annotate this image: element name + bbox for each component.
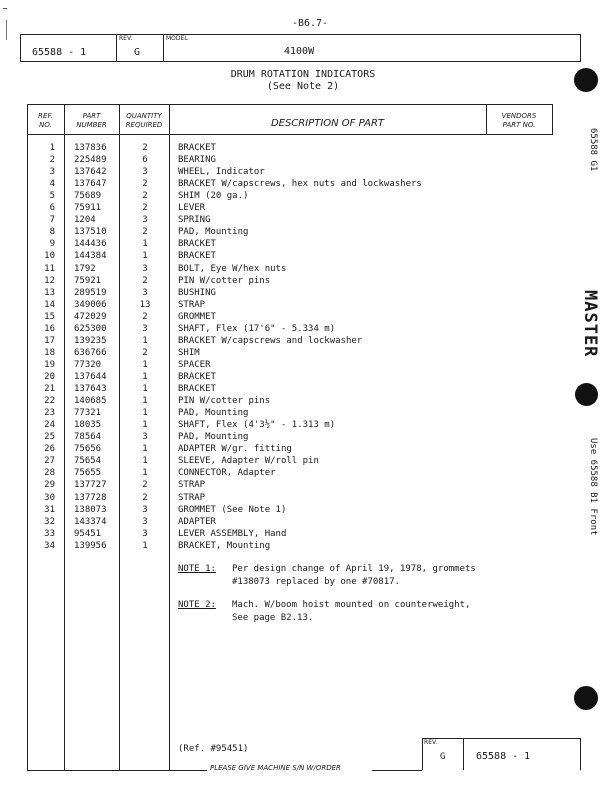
- quantity: 3: [142, 516, 148, 527]
- quantity: 2: [142, 480, 148, 491]
- ref-number: 1: [49, 143, 55, 153]
- header-model-label: MODEL: [166, 35, 188, 42]
- quantity: 3: [142, 167, 148, 178]
- description: SHIM (20 ga.): [178, 191, 249, 202]
- ref-number: 33: [44, 528, 55, 539]
- margin-code: 65588 G1: [588, 128, 598, 172]
- quantity: 1: [142, 384, 148, 394]
- col-vendor-header: VENDORS PART NO.: [501, 112, 537, 129]
- quantity: 3: [142, 528, 148, 539]
- ref-number: 19: [44, 359, 55, 370]
- description: PIN W/cotter pins: [178, 396, 271, 407]
- quantity: 2: [142, 191, 148, 202]
- part-number: 95451: [74, 528, 102, 539]
- part-number: 349006: [74, 299, 107, 310]
- ref-number: 12: [44, 275, 55, 286]
- description: GROMMET: [178, 311, 216, 322]
- ref-number: 32: [44, 516, 55, 527]
- ref-number: 20: [44, 372, 55, 382]
- ref-number: 15: [44, 311, 55, 322]
- part-number: 289519: [74, 287, 107, 298]
- note-1-label: NOTE 1:: [178, 564, 216, 574]
- part-number: 144384: [74, 251, 107, 262]
- description: ADAPTER: [178, 516, 216, 527]
- ref-number: 7: [49, 215, 55, 226]
- part-number: 18035: [74, 420, 102, 431]
- part-number: 137647: [74, 179, 107, 190]
- section-subtitle: (See Note 2): [266, 81, 340, 92]
- part-number: 137836: [74, 143, 107, 153]
- footer-rule-right: [372, 770, 422, 771]
- edge-mark: [3, 8, 7, 9]
- description: SLEEVE, Adapter W/roll pin: [178, 456, 319, 467]
- ref-number: 22: [44, 396, 55, 407]
- ref-number: 9: [49, 239, 55, 250]
- part-number: 137510: [74, 227, 107, 238]
- header-doc-number: 65588 - 1: [32, 47, 87, 58]
- section-title: DRUM ROTATION INDICATORS: [230, 69, 376, 80]
- ref-number: 10: [44, 251, 55, 262]
- punch-hole-middle: [575, 383, 598, 406]
- footer-doc-number: 65588 - 1: [476, 751, 531, 762]
- description: BRACKET W/capscrews and lockwasher: [178, 335, 363, 346]
- part-number: 77321: [74, 408, 102, 419]
- part-number: 75921: [74, 275, 102, 286]
- quantity: 1: [142, 359, 148, 370]
- col-part-header: PART NUMBER: [76, 112, 107, 129]
- part-number: 138073: [74, 504, 107, 515]
- description: WHEEL, Indicator: [178, 167, 265, 178]
- page-number: -B6.7-: [291, 18, 329, 29]
- part-number: 75654: [74, 456, 102, 467]
- description: LEVER: [178, 203, 206, 214]
- ref-number: 2: [49, 155, 55, 166]
- note-2-line2: See page B2.13.: [232, 613, 314, 623]
- ref-number: 24: [44, 420, 55, 431]
- description: PAD, Mounting: [178, 227, 249, 238]
- margin-master: MASTER: [580, 290, 600, 358]
- description: CONNECTOR, Adapter: [178, 468, 276, 479]
- punch-hole-bottom: [574, 686, 598, 710]
- part-number: 75689: [74, 191, 102, 202]
- note-2-label: NOTE 2:: [178, 600, 216, 610]
- quantity: 3: [142, 215, 148, 226]
- part-number: 636766: [74, 347, 107, 358]
- quantity: 3: [142, 432, 148, 443]
- footer-rule-left: [171, 770, 207, 771]
- description: SHIM: [178, 347, 200, 358]
- quantity: 2: [142, 227, 148, 238]
- description: STRAP: [178, 299, 206, 310]
- description: BRACKET: [178, 384, 216, 394]
- quantity: 3: [142, 287, 148, 298]
- part-number: 472029: [74, 311, 107, 322]
- quantity: 3: [142, 323, 148, 334]
- part-number: 75655: [74, 468, 102, 479]
- ref-number: 29: [44, 480, 55, 491]
- part-number: 137728: [74, 492, 107, 503]
- ref-number: 27: [44, 456, 55, 467]
- part-number: 77320: [74, 359, 102, 370]
- description: BRACKET: [178, 239, 216, 250]
- description: BEARING: [178, 155, 216, 166]
- footer-rev-label: REV.: [424, 739, 438, 746]
- footer-instruction: PLEASE GIVE MACHINE S/N W/ORDER: [210, 764, 341, 772]
- part-number: 137642: [74, 167, 107, 178]
- quantity: 1: [142, 408, 148, 419]
- ref-number: 13: [44, 287, 55, 298]
- ref-number: 34: [44, 540, 55, 551]
- ref-number: 25: [44, 432, 55, 443]
- quantity: 2: [142, 492, 148, 503]
- part-number: 225489: [74, 155, 107, 166]
- ref-number: 23: [44, 408, 55, 419]
- footer-rev: G: [440, 752, 446, 762]
- part-number: 1204: [74, 215, 96, 226]
- quantity: 1: [142, 456, 148, 467]
- ref-number: 8: [49, 227, 55, 238]
- header-rev: G: [134, 47, 141, 58]
- col-qty-header: QUANTITY REQUIRED: [125, 112, 163, 129]
- description: PIN W/cotter pins: [178, 275, 271, 286]
- part-number: 78564: [74, 432, 102, 443]
- description: STRAP: [178, 492, 206, 503]
- description: BRACKET W/capscrews, hex nuts and lockwashers: [178, 179, 422, 190]
- ref-number: 26: [44, 444, 55, 455]
- header-model: 4100W: [284, 46, 315, 57]
- description: BRACKET: [178, 143, 216, 153]
- part-number: 137644: [74, 372, 107, 382]
- note-1-line2: #138073 replaced by one #70817.: [232, 577, 400, 587]
- description: SHAFT, Flex (17'6" - 5.334 m): [178, 323, 336, 334]
- col-desc-header: DESCRIPTION OF PART: [270, 118, 385, 129]
- description: BRACKET: [178, 372, 216, 382]
- part-number: 75656: [74, 444, 102, 455]
- quantity: 2: [142, 203, 148, 214]
- ref-number: 31: [44, 504, 55, 515]
- quantity: 1: [142, 335, 148, 346]
- quantity: 1: [142, 239, 148, 250]
- quantity: 1: [142, 372, 148, 382]
- ref-number: 30: [44, 492, 55, 503]
- part-number: 143374: [74, 516, 107, 527]
- description: SPACER: [178, 359, 211, 370]
- quantity: 1: [142, 251, 148, 262]
- part-number: 144436: [74, 239, 107, 250]
- header-rev-label: REV.: [119, 35, 133, 42]
- col-ref-header: REF. NO.: [38, 112, 53, 129]
- quantity: 6: [142, 155, 148, 166]
- description: PAD, Mounting: [178, 432, 249, 443]
- part-number: 137727: [74, 480, 107, 491]
- part-number: 625300: [74, 323, 107, 334]
- description: BRACKET: [178, 251, 216, 262]
- quantity: 1: [142, 396, 148, 407]
- description: BRACKET, Mounting: [178, 540, 271, 551]
- description: BOLT, Eye W/hex nuts: [178, 263, 287, 274]
- edge-mark: [6, 20, 7, 40]
- part-number: 139956: [74, 540, 107, 551]
- ref-number: 3: [49, 167, 55, 178]
- ref-number: 5: [49, 191, 55, 202]
- quantity: 1: [142, 444, 148, 455]
- quantity: 3: [142, 263, 148, 274]
- quantity: 13: [139, 299, 151, 310]
- margin-use-note: Use 65588 B1 Front: [588, 438, 598, 536]
- ref-number: 16: [44, 323, 55, 334]
- ref-number: 21: [44, 384, 55, 394]
- quantity: 2: [142, 143, 148, 153]
- ref-number: 11: [44, 263, 55, 274]
- part-number: 75911: [74, 203, 102, 214]
- description: GROMMET (See Note 1): [178, 504, 287, 515]
- quantity: 1: [142, 468, 148, 479]
- ref-number: 17: [44, 335, 55, 346]
- description: BUSHING: [178, 287, 216, 298]
- part-number: 1792: [74, 263, 96, 274]
- quantity: 1: [142, 420, 148, 431]
- quantity: 1: [142, 540, 148, 551]
- quantity: 2: [142, 275, 148, 286]
- note-1-line1: Per design change of April 19, 1978, grommets: [232, 564, 476, 574]
- part-number: 139235: [74, 335, 107, 346]
- note-2-line1: Mach. W/boom hoist mounted on counterweight,: [232, 600, 471, 610]
- ref-number: 14: [44, 299, 55, 310]
- description: SHAFT, Flex (4'3½" - 1.313 m): [178, 420, 336, 431]
- ref-number: 6: [49, 203, 55, 214]
- part-number: 137643: [74, 384, 107, 394]
- footer-ref: (Ref. #95451): [178, 744, 249, 754]
- description: SPRING: [178, 215, 211, 226]
- description: ADAPTER W/gr. fitting: [178, 444, 292, 455]
- part-number: 140685: [74, 396, 107, 407]
- quantity: 2: [142, 347, 148, 358]
- description: LEVER ASSEMBLY, Hand: [178, 528, 287, 539]
- punch-hole-top: [574, 68, 598, 92]
- ref-number: 28: [44, 468, 55, 479]
- quantity: 3: [142, 504, 148, 515]
- ref-number: 4: [49, 179, 55, 190]
- ref-number: 18: [44, 347, 55, 358]
- quantity: 2: [142, 179, 148, 190]
- quantity: 2: [142, 311, 148, 322]
- description: PAD, Mounting: [178, 408, 249, 419]
- description: STRAP: [178, 480, 206, 491]
